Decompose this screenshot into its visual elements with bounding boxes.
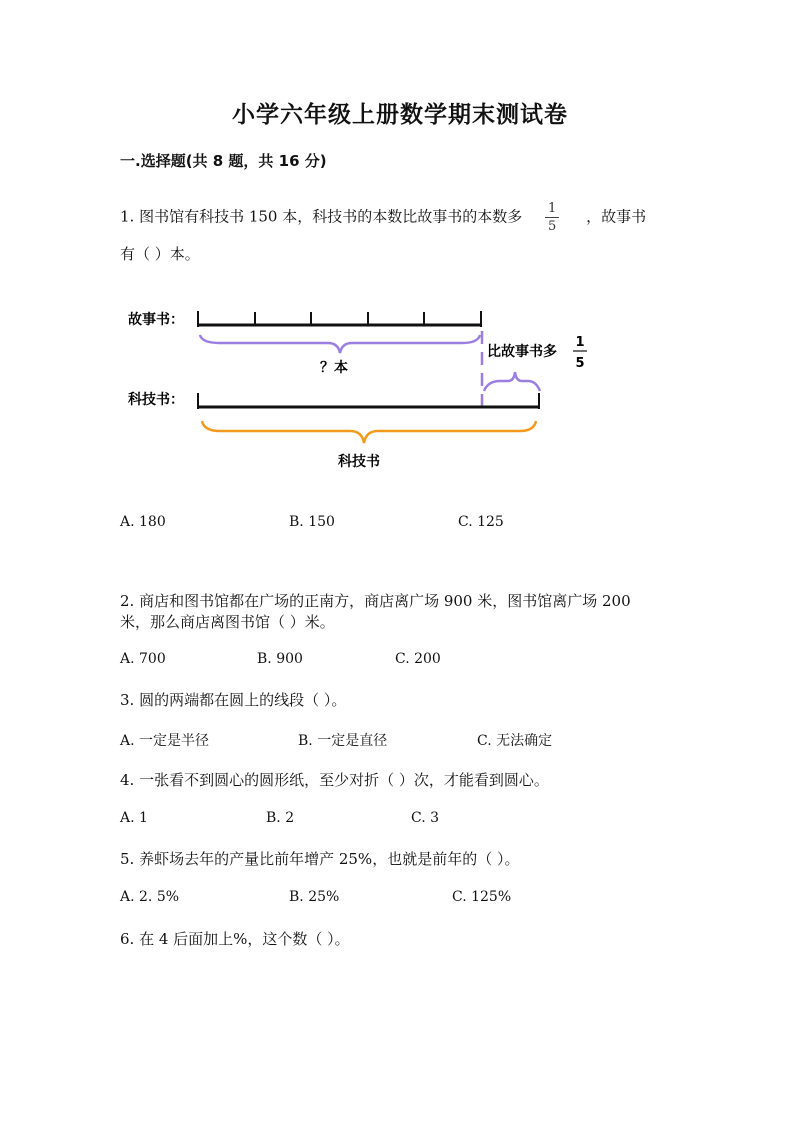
question-1-text-after: ，故事书 <box>586 207 647 226</box>
fraction-one-fifth <box>545 202 559 233</box>
q5-option-a[interactable]: A. 2. 5% <box>120 889 180 905</box>
q1-option-c[interactable]: C. 125 <box>458 514 504 530</box>
question-3-text: 3. 圆的两端都在圆上的线段（ ）。 <box>120 691 347 709</box>
section-heading: 一.选择题(共 8 题，共 16 分) <box>120 152 327 170</box>
question-4-text: 4. 一张看不到圆心的圆形纸，至少对折（ ）次，才能看到圆心。 <box>120 771 549 789</box>
science-book-segment <box>198 393 539 409</box>
fraction-denominator: 5 <box>548 219 557 234</box>
more-fraction-denominator: 5 <box>575 356 585 371</box>
q3-option-c[interactable]: C. 无法确定 <box>477 733 553 749</box>
question-6-text: 6. 在 4 后面加上%，这个数（ ）。 <box>120 930 350 948</box>
q4-option-b[interactable]: B. 2 <box>266 810 295 826</box>
q2-option-b[interactable]: B. 900 <box>257 651 303 667</box>
q4-option-c[interactable]: C. 3 <box>411 810 440 826</box>
unknown-quantity-label: ？本 <box>320 360 348 376</box>
question-1-line-1 <box>120 202 646 233</box>
label-story-books: 故事书： <box>128 312 184 328</box>
story-book-segment <box>198 311 481 327</box>
line-segment-diagram <box>110 295 600 475</box>
q1-option-a[interactable]: A. 180 <box>120 514 166 530</box>
q2-option-a[interactable]: A. 700 <box>120 651 166 667</box>
science-total-label: 科技书 <box>338 454 380 470</box>
page-title: 小学六年级上册数学期末测试卷 <box>232 101 568 128</box>
q4-option-a[interactable]: A. 1 <box>120 810 148 826</box>
q1-option-b[interactable]: B. 150 <box>289 514 335 530</box>
q3-option-a[interactable]: A. 一定是半径 <box>120 733 210 749</box>
q2-option-c[interactable]: C. 200 <box>395 651 441 667</box>
more-fraction-numerator: 1 <box>575 335 585 350</box>
q5-option-c[interactable]: C. 125% <box>452 889 512 905</box>
science-brace <box>202 421 536 443</box>
label-science-books: 科技书： <box>128 392 184 408</box>
question-5-text: 5. 养虾场去年的产量比前年增产 25%，也就是前年的（ ）。 <box>120 850 520 868</box>
fraction-numerator: 1 <box>545 202 559 218</box>
question-1-line-2: 有（ ）本。 <box>120 245 200 263</box>
question-2-line-1: 2. 商店和图书馆都在广场的正南方，商店离广场 900 米，图书馆离广场 200 <box>120 592 631 610</box>
extra-part-brace <box>484 372 540 391</box>
question-2-line-2: 米，那么商店离图书馆（ ）米。 <box>120 613 335 631</box>
q3-option-b[interactable]: B. 一定是直径 <box>298 733 388 749</box>
question-1-text: 1. 图书馆有科技书 150 本，科技书的本数比故事书的本数多 <box>120 207 523 226</box>
more-than-label: 比故事书多 <box>487 344 557 360</box>
q5-option-b[interactable]: B. 25% <box>289 889 340 905</box>
story-brace <box>200 335 480 353</box>
